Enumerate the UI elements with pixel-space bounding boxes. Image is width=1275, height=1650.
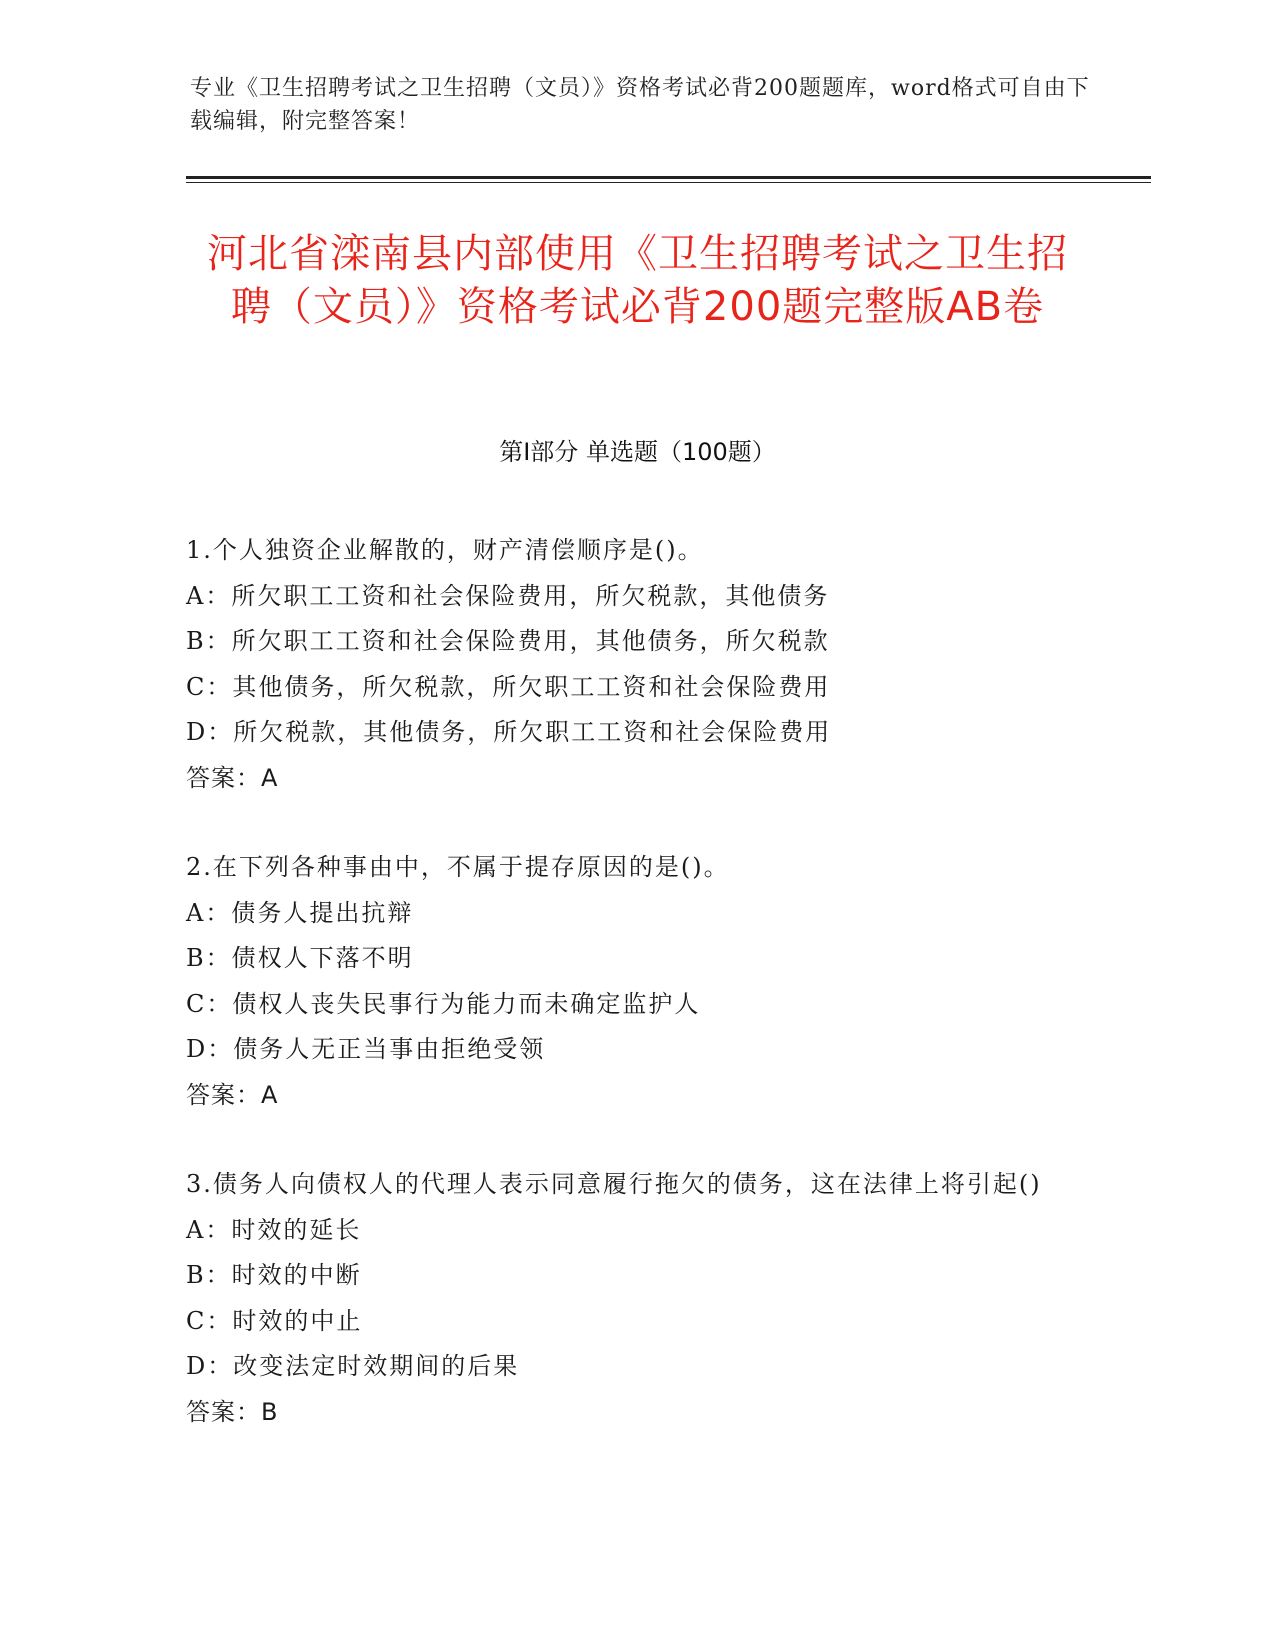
option-a: A：时效的延长: [186, 1215, 362, 1244]
question-list: [186, 528, 1066, 1479]
question-stem: 2.在下列各种事由中，不属于提存原因的是()。: [186, 853, 730, 881]
option-letter: A: [186, 581, 206, 610]
question-3: [186, 1162, 1066, 1435]
option-b: B：时效的中断: [186, 1261, 362, 1289]
option-d: D：改变法定时效期间的后果: [186, 1352, 520, 1380]
option-letter: C: [186, 1306, 207, 1335]
answer-line: 答案：A: [186, 763, 279, 792]
option-letter: B: [186, 944, 206, 972]
option-text: 时效的延长: [231, 1215, 362, 1244]
option-letter: D: [186, 718, 208, 746]
option-text: 所欠职工工资和社会保险费用，其他债务，所欠税款: [231, 627, 830, 655]
option-text: 其他债务，所欠税款，所欠职工工资和社会保险费用: [232, 672, 831, 701]
option-text: 债务人提出抗辩: [231, 898, 414, 927]
option-text: 改变法定时效期间的后果: [233, 1352, 520, 1380]
header-rule-thin: [186, 182, 1151, 183]
option-text: 时效的中断: [231, 1261, 362, 1289]
section-heading: 第I部分 单选题（100题）: [499, 438, 776, 466]
option-b: B：债权人下落不明: [186, 944, 414, 972]
option-letter: B: [186, 1261, 206, 1289]
option-c: C：债权人丧失民事行为能力而未确定监护人: [186, 989, 701, 1018]
question-2: [186, 845, 1066, 1118]
option-c: C：时效的中止: [186, 1306, 363, 1335]
option-a: A：债务人提出抗辩: [186, 898, 414, 927]
option-text: 债务人无正当事由拒绝受领: [233, 1035, 546, 1063]
option-a: A：所欠职工工资和社会保险费用，所欠税款，其他债务: [186, 581, 830, 610]
option-letter: C: [186, 989, 207, 1018]
option-d: D：所欠税款，其他债务，所欠职工工资和社会保险费用: [186, 718, 832, 746]
header-note: 专业《卫生招聘考试之卫生招聘（文员）》资格考试必背200题题库，word格式可自由下载编辑，附完整答案！: [190, 76, 1090, 134]
option-letter: C: [186, 672, 207, 701]
option-text: 时效的中止: [232, 1306, 363, 1335]
answer-line: 答案：A: [186, 1080, 279, 1109]
option-letter: A: [186, 1215, 206, 1244]
option-letter: B: [186, 627, 206, 655]
option-text: 所欠税款，其他债务，所欠职工工资和社会保险费用: [233, 718, 832, 746]
option-text: 所欠职工工资和社会保险费用，所欠税款，其他债务: [231, 581, 830, 610]
option-letter: D: [186, 1035, 208, 1063]
document-title: 河北省滦南县内部使用《卫生招聘考试之卫生招聘（文员）》资格考试必背200题完整版AB卷: [207, 231, 1068, 330]
answer-line: 答案：B: [186, 1397, 279, 1426]
header-rule-thick: [186, 176, 1151, 179]
option-d: D：债务人无正当事由拒绝受领: [186, 1035, 546, 1063]
question-stem: 3.债务人向债权人的代理人表示同意履行拖欠的债务，这在法律上将引起(): [186, 1170, 1042, 1198]
question-stem: 1.个人独资企业解散的，财产清偿顺序是()。: [186, 536, 704, 564]
option-b: B：所欠职工工资和社会保险费用，其他债务，所欠税款: [186, 627, 830, 655]
option-text: 债权人下落不明: [231, 944, 414, 972]
option-letter: A: [186, 898, 206, 927]
option-letter: D: [186, 1352, 208, 1380]
option-c: C：其他债务，所欠税款，所欠职工工资和社会保险费用: [186, 672, 831, 701]
question-1: [186, 528, 1066, 801]
option-text: 债权人丧失民事行为能力而未确定监护人: [232, 989, 701, 1018]
